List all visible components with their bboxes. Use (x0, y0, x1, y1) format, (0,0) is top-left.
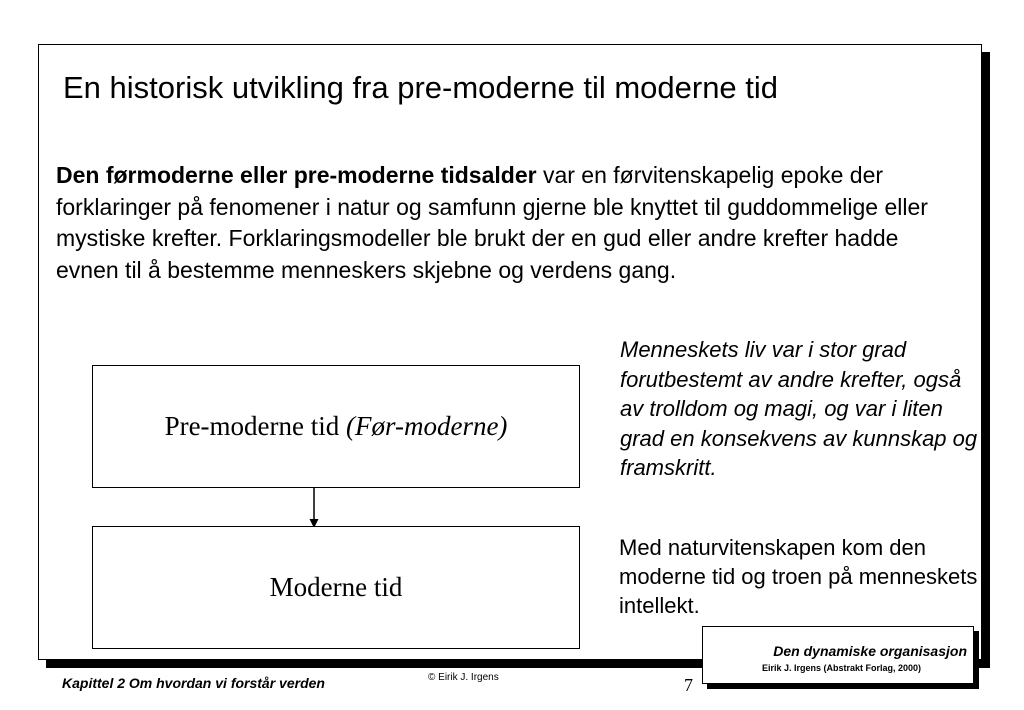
intro-bold-lead: Den førmoderne eller pre-moderne tidsalder (56, 162, 537, 188)
down-arrow-icon (306, 487, 322, 529)
page-number: 7 (684, 675, 693, 695)
intro-paragraph (56, 160, 956, 286)
side-note: Med naturvitenskapen kom den moderne tid og troen på menneskets intellekt. (619, 535, 978, 618)
side-note-italic: Menneskets liv var i stor grad forutbestemt av andre krefter, også av trolldom og magi, og var i liten grad en konsekvens av kunnskap og framskritt. (620, 337, 978, 480)
branding-subtitle: Eirik J. Irgens (Abstrakt Forlag, 2000) (761, 663, 921, 673)
pre-modern-label-italic: (Før-moderne) (346, 411, 508, 441)
pre-modern-label-text: Pre-moderne tid (164, 411, 347, 441)
pre-modern-label (165, 411, 508, 442)
modern-label: Moderne tid (269, 572, 403, 602)
modern-box (92, 526, 580, 649)
footer-chapter: Kapittel 2 Om hvordan vi forstår verden (62, 675, 325, 691)
pre-modern-box (92, 365, 580, 488)
intro-body-text: var en førvitenskapelig epoke der forklaringer på fenomener i natur og samfunn gjerne ble knyttet til guddommelige eller mystiske krefter. Forklaringsmodeller ble brukt der en gud eller andre krefter hadde evnen til å bestemme menneskers skjebne og verdens gang. (56, 162, 928, 283)
slide-title: En historisk utvikling fra pre-moderne til moderne tid (63, 70, 779, 105)
branding-box (702, 626, 974, 684)
branding-title: Den dynamiske organisasjon (773, 643, 967, 659)
footer-copyright: © Eirik J. Irgens (428, 672, 499, 683)
